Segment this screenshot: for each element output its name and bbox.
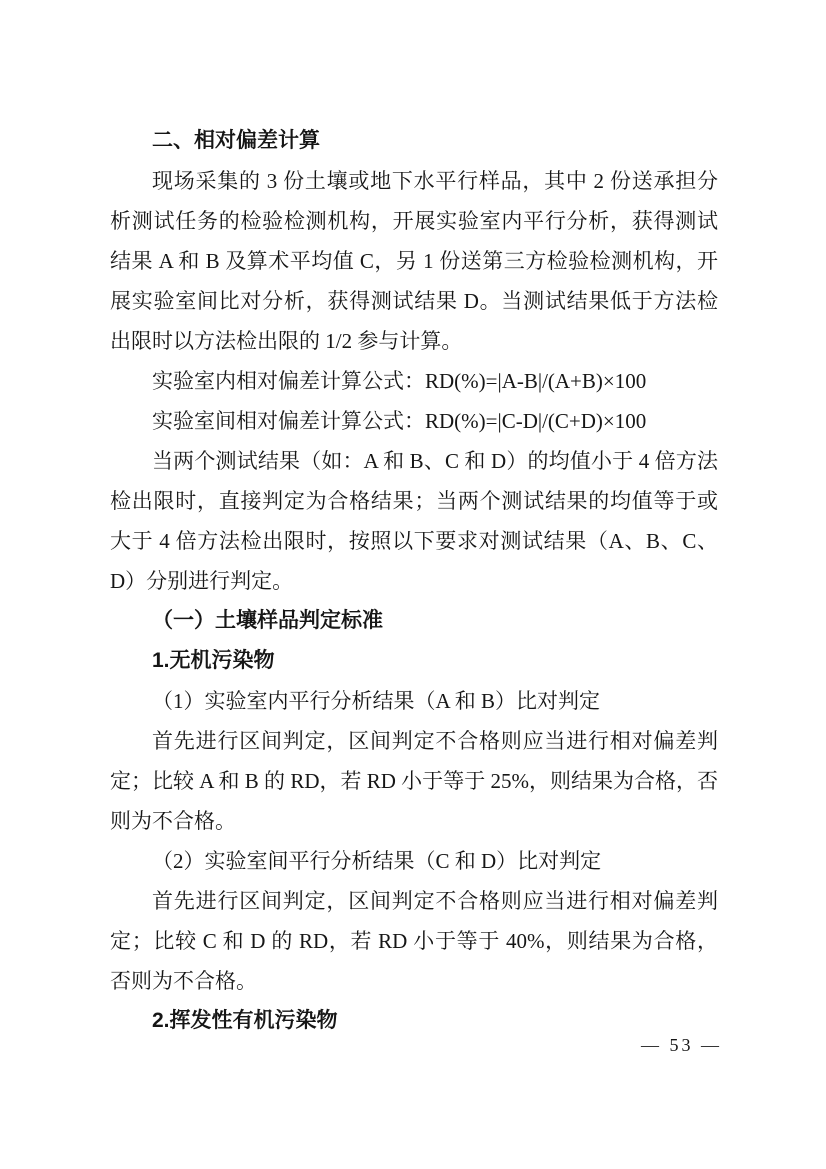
paragraph-inter-lab-rule: 首先进行区间判定，区间判定不合格则应当进行相对偏差判定；比较 C 和 D 的 RD，若 RD 小于等于 40%，则结果为合格，否则为不合格。 [110,889,718,993]
paragraph-inter-lab-compare-title: （2）实验室间平行分析结果（C 和 D）比对判定 [152,849,602,873]
section-heading: 二、相对偏差计算 [152,129,320,152]
item-heading-inorganic: 1.无机污染物 [152,649,275,672]
paragraph-intra-lab-compare-title: （1）实验室内平行分析结果（A 和 B）比对判定 [152,689,601,713]
page-number: — 53 — [641,1035,722,1055]
paragraph-threshold-rule: 当两个测试结果（如：A 和 B、C 和 D）的均值小于 4 倍方法检出限时，直接判定为合格结果；当两个测试结果的均值等于或大于 4 倍方法检出限时，按照以下要求对测试结果（A、B、C、D）分别进行判定。 [110,449,718,593]
item-heading-voc: 2.挥发性有机污染物 [152,1009,338,1032]
document-content [110,121,718,1041]
subsection-heading-soil-criteria: （一）土壤样品判定标准 [152,609,383,632]
formula-intra-lab: 实验室内相对偏差计算公式：RD(%)=|A-B|/(A+B)×100 [152,369,647,393]
paragraph-intra-lab-rule: 首先进行区间判定，区间判定不合格则应当进行相对偏差判定；比较 A 和 B 的 RD，若 RD 小于等于 25%，则结果为合格，否则为不合格。 [110,729,718,833]
formula-inter-lab: 实验室间相对偏差计算公式：RD(%)=|C-D|/(C+D)×100 [152,409,647,433]
paragraph-intro: 现场采集的 3 份土壤或地下水平行样品，其中 2 份送承担分析测试任务的检验检测机构，开展实验室内平行分析，获得测试结果 A 和 B 及算术平均值 C，另 1 份送第三方检验检测机构，开展实验室间比对分析，获得测试结果 D。当测试结果低于方法检出限时以方法检出限的 1/2 参与计算。 [110,169,718,353]
